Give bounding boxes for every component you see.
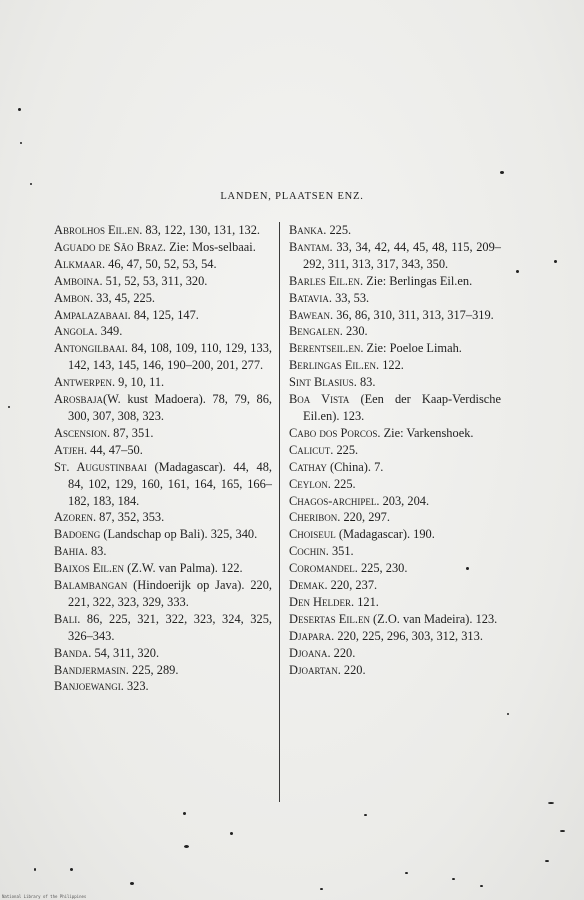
- entry-head: Amboina.: [54, 273, 103, 288]
- index-entry: [289, 273, 501, 290]
- entry-head: Den Helder.: [289, 594, 355, 609]
- entry-head: Bali.: [54, 611, 81, 626]
- entry-head: Banka.: [289, 223, 327, 237]
- entry-refs: 33, 34, 42, 44, 45, 48, 115, 209–292, 311, 313, 317, 343, 350.: [303, 239, 501, 271]
- entry-refs: 220, 225, 296, 303, 312, 313.: [334, 628, 483, 643]
- scan-footer: National Library of the Philippines: [2, 894, 87, 899]
- entry-head: Desertas Eil.en: [289, 611, 370, 626]
- entry-refs: 225, 230.: [357, 561, 408, 576]
- entry-refs: 83.: [87, 544, 107, 559]
- entry-refs: 87, 351.: [110, 425, 154, 440]
- index-entry: [54, 256, 272, 273]
- index-entry: [289, 476, 501, 493]
- scan-speck: [516, 270, 519, 273]
- index-column-right: [289, 222, 501, 678]
- index-entry: [289, 509, 501, 526]
- scan-speck: [130, 882, 134, 885]
- entry-head: Djapara.: [289, 628, 335, 643]
- entry-refs: (China). 7.: [326, 459, 384, 474]
- entry-refs: 220.: [340, 662, 366, 677]
- entry-head: Choiseul: [289, 527, 336, 542]
- entry-refs: 203, 204.: [379, 493, 430, 508]
- entry-refs: (Hindoerijk op Java). 220, 221, 322, 323, 329, 333.: [68, 578, 272, 609]
- entry-head: Banda.: [54, 645, 92, 660]
- scan-speck: [184, 845, 189, 848]
- index-entry: [54, 662, 272, 679]
- scan-speck: [466, 567, 469, 570]
- index-entry: [289, 239, 501, 273]
- index-entry: [289, 340, 501, 357]
- index-entry: [289, 645, 501, 662]
- entry-refs: (Madagascar). 190.: [335, 527, 435, 542]
- index-column-left: [54, 222, 272, 695]
- index-entry: [54, 374, 272, 391]
- entry-head: Antongilbaai.: [54, 341, 128, 356]
- index-entry: [54, 543, 272, 560]
- entry-head: Djoana.: [289, 645, 331, 660]
- entry-refs: 220, 297.: [340, 510, 390, 525]
- entry-head: Ceylon.: [289, 476, 331, 491]
- entry-head: Cabo dos Porcos.: [289, 425, 381, 440]
- entry-head: Abrolhos Eil.en.: [54, 223, 143, 237]
- scan-speck: [560, 830, 565, 832]
- entry-head: Ambon.: [54, 290, 94, 305]
- index-entry: [289, 560, 501, 577]
- entry-refs: 225.: [326, 223, 352, 237]
- entry-head: Balambangan: [54, 578, 128, 593]
- index-entry: [289, 526, 501, 543]
- index-entry: [289, 543, 501, 560]
- entry-refs: Zie: Mos-selbaai.: [166, 239, 256, 254]
- entry-head: Cochin.: [289, 544, 329, 559]
- entry-refs: (Landschap op Bali). 325, 340.: [100, 527, 258, 542]
- index-entry: [54, 323, 272, 340]
- entry-refs: 83.: [356, 375, 376, 390]
- entry-head: Badoeng: [54, 527, 101, 542]
- entry-head: Arosbaja: [54, 392, 103, 407]
- entry-refs: 122.: [379, 358, 404, 373]
- entry-refs: 225.: [330, 476, 356, 491]
- index-entry: [54, 459, 272, 510]
- entry-refs: Zie: Poeloe Limah.: [363, 341, 462, 356]
- scan-speck: [548, 802, 554, 804]
- entry-head: Bahia.: [54, 544, 88, 559]
- entry-head: Barles Eil.en.: [289, 273, 364, 288]
- index-entry: [54, 526, 272, 543]
- index-entry: [289, 357, 501, 374]
- entry-refs: 323.: [123, 679, 149, 694]
- entry-head: Coromandel.: [289, 561, 358, 576]
- entry-refs: 230.: [342, 324, 368, 339]
- entry-head: Baixos Eil.en: [54, 561, 125, 576]
- entry-head: Chagos-archipel.: [289, 493, 380, 508]
- index-entry: [289, 577, 501, 594]
- scan-speck: [405, 872, 408, 874]
- entry-refs: 33, 45, 225.: [93, 290, 156, 305]
- entry-refs: 84, 125, 147.: [130, 307, 199, 322]
- entry-refs: 121.: [354, 594, 379, 609]
- entry-refs: (Z.O. van Madeira). 123.: [369, 611, 498, 626]
- scan-speck: [500, 171, 504, 174]
- entry-refs: 46, 47, 50, 52, 53, 54.: [105, 256, 217, 271]
- entry-refs: 44, 47–50.: [87, 442, 143, 457]
- index-entry: [54, 391, 272, 425]
- entry-head: Bengalen.: [289, 324, 343, 339]
- column-divider: [279, 222, 280, 802]
- entry-head: Berlingas Eil.en.: [289, 358, 380, 373]
- entry-refs: 83, 122, 130, 131, 132.: [142, 223, 261, 237]
- scan-speck: [320, 888, 323, 890]
- entry-refs: 54, 311, 320.: [91, 645, 160, 660]
- scan-speck: [364, 814, 367, 816]
- entry-refs: (W. kust Madoera). 78, 79, 86, 300, 307, 308, 323.: [68, 392, 272, 423]
- entry-refs: 225.: [333, 442, 359, 457]
- entry-head: Azoren.: [54, 510, 97, 525]
- index-entry: [289, 290, 501, 307]
- index-entry: [289, 323, 501, 340]
- entry-head: Cheribon.: [289, 510, 341, 525]
- index-entry: [54, 222, 272, 239]
- entry-head: Demak.: [289, 578, 328, 593]
- scan-speck: [452, 878, 455, 880]
- index-entry: [289, 662, 501, 679]
- scan-speck: [545, 860, 549, 862]
- scan-speck: [18, 108, 21, 111]
- index-entry: [289, 459, 501, 476]
- index-entry: [289, 222, 501, 239]
- entry-refs: 33, 53.: [331, 290, 370, 305]
- index-entry: [289, 374, 501, 391]
- index-entry: [289, 307, 501, 324]
- page-heading: LANDEN, PLAATSEN ENZ.: [220, 191, 364, 202]
- index-entry: [54, 425, 272, 442]
- index-entry: [54, 442, 272, 459]
- entry-refs: Zie: Varkenshoek.: [380, 425, 474, 440]
- entry-refs: (Z.W. van Palma). 122.: [124, 561, 243, 576]
- index-entry: [289, 594, 501, 611]
- scan-speck: [70, 868, 73, 871]
- entry-refs: 36, 86, 310, 311, 313, 317–319.: [333, 307, 494, 322]
- entry-refs: 87, 352, 353.: [96, 510, 165, 525]
- scan-speck: [480, 885, 483, 887]
- entry-refs: 220, 237.: [327, 578, 378, 593]
- entry-refs: 351.: [328, 544, 354, 559]
- entry-head: Batavia.: [289, 290, 332, 305]
- scan-speck: [554, 260, 557, 263]
- entry-refs: 86, 225, 321, 322, 323, 324, 325, 326–343.: [68, 611, 272, 643]
- entry-head: Boa Vista: [289, 392, 350, 407]
- entry-refs: 225, 289.: [128, 662, 179, 677]
- scan-speck: [230, 832, 233, 835]
- entry-head: Antwerpen.: [54, 375, 116, 390]
- entry-head: Alkmaar.: [54, 256, 106, 271]
- index-entry: [54, 611, 272, 645]
- index-entry: [54, 239, 272, 256]
- entry-head: Bawean.: [289, 307, 334, 322]
- index-entry: [289, 442, 501, 459]
- index-entry: [289, 628, 501, 645]
- scan-speck: [34, 868, 36, 871]
- entry-refs: Zie: Berlingas Eil.en.: [363, 273, 473, 288]
- entry-head: Ascension.: [54, 425, 111, 440]
- index-entry: [54, 307, 272, 324]
- entry-head: Aguado de São Braz.: [54, 239, 166, 254]
- index-entry: [289, 391, 501, 425]
- scan-speck: [183, 812, 186, 815]
- index-entry: [54, 577, 272, 611]
- entry-head: Bantam.: [289, 239, 333, 254]
- index-entry: [289, 611, 501, 628]
- scan-speck: [20, 142, 22, 144]
- index-entry: [54, 340, 272, 374]
- index-entry: [54, 645, 272, 662]
- index-entry: [54, 560, 272, 577]
- entry-refs: 349.: [97, 324, 123, 339]
- entry-head: Atjeh.: [54, 442, 88, 457]
- entry-head: Banjoewangi.: [54, 679, 124, 694]
- entry-refs: 84, 108, 109, 110, 129, 133, 142, 143, 145, 146, 190–200, 201, 277.: [68, 341, 272, 373]
- index-entry: [54, 273, 272, 290]
- entry-head: Berentseil.en.: [289, 341, 364, 356]
- entry-refs: (Madagascar). 44, 48, 84, 102, 129, 160, 161, 164, 165, 166–182, 183, 184.: [68, 459, 272, 508]
- entry-head: Sint Blasius.: [289, 375, 357, 390]
- entry-head: Ampalazabaai.: [54, 307, 131, 322]
- index-entry: [289, 425, 501, 442]
- entry-head: St. Augustinbaai: [54, 459, 147, 474]
- index-entry: [289, 493, 501, 510]
- index-entry: [54, 678, 272, 695]
- entry-head: Bandjermasin.: [54, 662, 129, 677]
- entry-refs: (Een der Kaap-Verdische Eil.en). 123.: [303, 392, 501, 423]
- entry-refs: 9, 10, 11.: [115, 375, 165, 390]
- scan-speck: [30, 183, 32, 185]
- index-entry: [54, 290, 272, 307]
- entry-refs: 220.: [330, 645, 356, 660]
- entry-head: Angola.: [54, 324, 98, 339]
- entry-head: Cathay: [289, 459, 327, 474]
- scan-speck: [8, 406, 10, 408]
- index-entry: [54, 509, 272, 526]
- entry-head: Calicut.: [289, 442, 334, 457]
- entry-refs: 51, 52, 53, 311, 320.: [102, 273, 208, 288]
- entry-head: Djoartan.: [289, 662, 341, 677]
- scan-speck: [507, 713, 509, 715]
